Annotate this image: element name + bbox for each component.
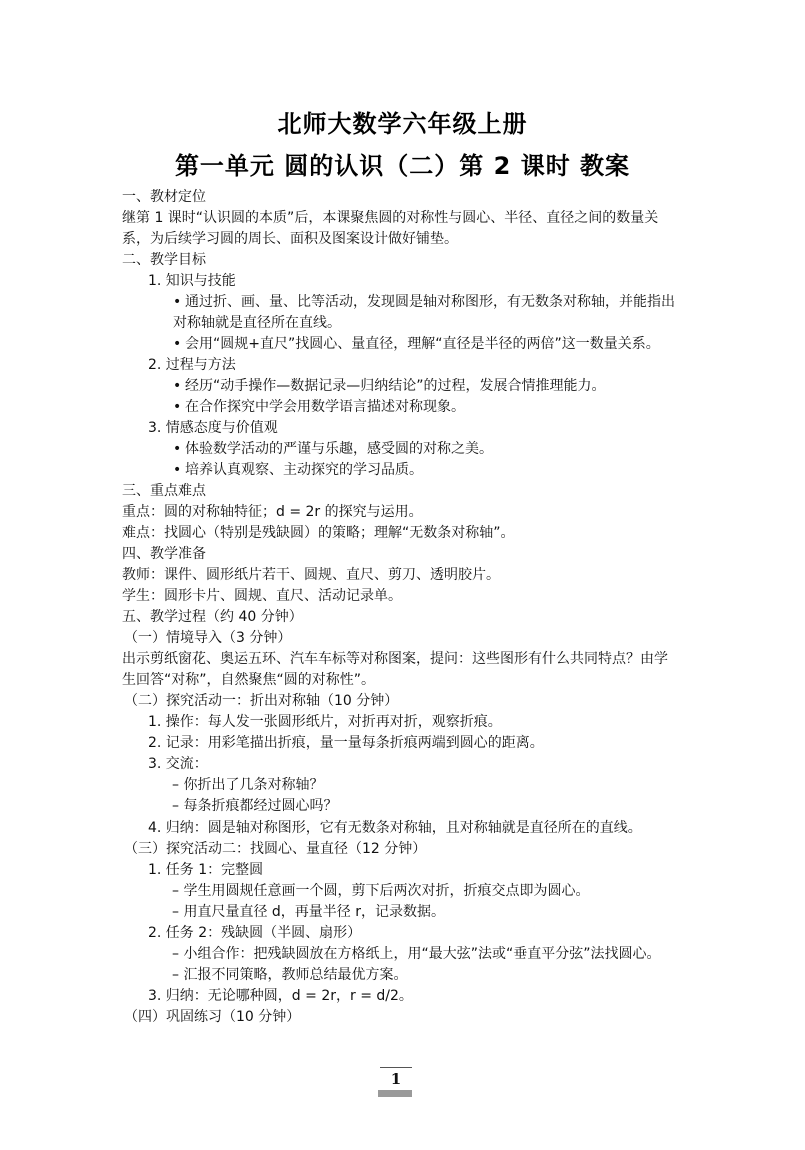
bullet-item: • 经历“动手操作—数据记录—归纳结论”的过程，发展合情推理能力。	[185, 376, 606, 396]
section-heading: 四、教学准备	[122, 546, 206, 562]
subsection-heading: （四）巩固练习（10 分钟）	[124, 1009, 301, 1025]
document-title: 北师大数学六年级上册	[277, 110, 528, 138]
paragraph-line: 重点：圆的对称轴特征；d = 2r 的探究与运用。	[122, 504, 423, 520]
numbered-item: 1. 知识与技能	[148, 273, 236, 289]
numbered-item: 2. 任务 2：残缺圆（半圆、扇形）	[148, 925, 362, 941]
section-heading: 一、教材定位	[122, 189, 206, 205]
bullet-item: • 通过折、画、量、比等活动，发现圆是轴对称图形，有无数条对称轴，并能指出	[185, 292, 675, 312]
bullet-item: • 在合作探究中学会用数学语言描述对称现象。	[185, 397, 465, 417]
bullet-item: • 体验数学活动的严谨与乐趣，感受圆的对称之美。	[185, 439, 493, 459]
numbered-item: 2. 过程与方法	[148, 357, 236, 373]
numbered-item: 1. 操作：每人发一张圆形纸片，对折再对折，观察折痕。	[148, 714, 502, 730]
paragraph-line: 学生：圆形卡片、圆规、直尺、活动记录单。	[122, 588, 402, 604]
paragraph-line: 生回答“对称”，自然聚焦“圆的对称性”。	[122, 672, 376, 688]
page-number: 1	[390, 1070, 402, 1088]
document-subtitle: 第一单元 圆的认识（二）第 2 课时 教案	[174, 152, 631, 180]
dash-item: – 小组合作：把残缺圆放在方格纸上，用“最大弦”法或“垂直平分弦”法找圆心。	[172, 946, 661, 962]
numbered-item: 4. 归纳：圆是轴对称图形，它有无数条对称轴，且对称轴就是直径所在的直线。	[148, 820, 642, 836]
paragraph-line: 出示剪纸窗花、奥运五环、汽车车标等对称图案，提问：这些图形有什么共同特点？由学	[122, 651, 668, 667]
section-heading: 五、教学过程（约 40 分钟）	[122, 609, 303, 625]
footer-rule	[380, 1067, 412, 1068]
section-heading: 三、重点难点	[122, 483, 206, 499]
bullet-item: • 培养认真观察、主动探究的学习品质。	[185, 460, 423, 480]
footer-bar	[378, 1090, 412, 1097]
paragraph-line: 教师：课件、圆形纸片若干、圆规、直尺、剪刀、透明胶片。	[122, 567, 500, 583]
dash-item: – 用直尺量直径 d，再量半径 r，记录数据。	[172, 904, 445, 920]
subsection-heading: （二）探究活动一：折出对称轴（10 分钟）	[124, 693, 399, 709]
subsection-heading: （一）情境导入（3 分钟）	[124, 630, 292, 646]
subsection-heading: （三）探究活动二：找圆心、量直径（12 分钟）	[124, 841, 427, 857]
numbered-item: 1. 任务 1：完整圆	[148, 862, 264, 878]
paragraph-line: 系，为后续学习圆的周长、面积及图案设计做好铺垫。	[122, 231, 458, 247]
numbered-item: 3. 归纳：无论哪种圆，d = 2r，r = d/2。	[148, 988, 413, 1004]
numbered-item: 2. 记录：用彩笔描出折痕，量一量每条折痕两端到圆心的距离。	[148, 735, 544, 751]
dash-item: – 你折出了几条对称轴？	[172, 777, 324, 793]
bullet-item: • 会用“圆规+直尺”找圆心、量直径，理解“直径是半径的两倍”这一数量关系。	[185, 334, 660, 354]
paragraph-line: 难点：找圆心（特别是残缺圆）的策略；理解“无数条对称轴”。	[122, 525, 515, 541]
numbered-item: 3. 交流：	[148, 756, 208, 772]
paragraph-line: 继第 1 课时“认识圆的本质”后，本课聚焦圆的对称性与圆心、半径、直径之间的数量关	[122, 210, 659, 226]
section-heading: 二、教学目标	[122, 252, 206, 268]
dash-item: – 学生用圆规任意画一个圆，剪下后两次对折，折痕交点即为圆心。	[172, 883, 590, 899]
dash-item: – 每条折痕都经过圆心吗？	[172, 798, 338, 814]
bullet-continuation: 对称轴就是直径所在直线。	[173, 315, 341, 331]
dash-item: – 汇报不同策略，教师总结最优方案。	[172, 967, 408, 983]
numbered-item: 3. 情感态度与价值观	[148, 420, 278, 436]
